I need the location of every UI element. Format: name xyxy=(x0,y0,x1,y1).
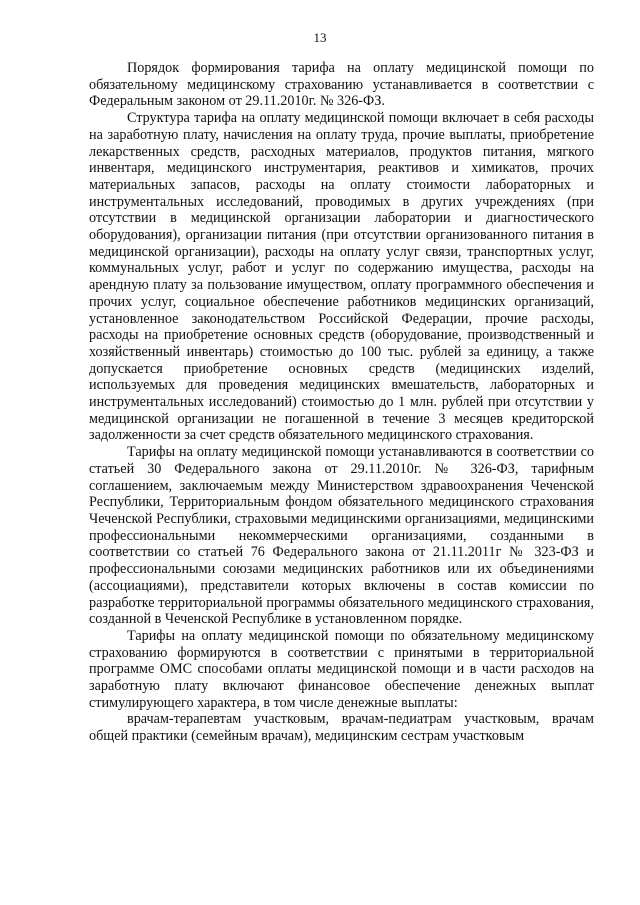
paragraph-tariff-structure: Структура тарифа на оплату медицинской помощи включает в себя расходы на заработную плату, начисления на оплату труда, прочие выплаты, приобретение лекарственных средств, расходных материалов, продуктов питания, мягкого инвентаря, медицинского инструментария, реактивов и химикатов, прочих материальных запасов, расходы на оплату стоимости лабораторных и инструментальных исследований, проводимых в других учреждениях (при отсутствии в медицинской организации лаборатории и диагностического оборудования), организации питания (при отсутствии организованного питания в медицинской организации), расходы на оплату услуг связи, транспортных услуг, коммунальных услуг, работ и услуг по содержанию имущества, расходы на арендную плату за пользование имуществом, оплату программного обеспечения и прочих услуг, социальное обеспечение работников медицинских организаций, установленное законодательством Российской Федерации, прочие расходы, расходы на приобретение основных средств (оборудование, производственный и хозяйственный инвентарь) стоимостью до 100 тыс. рублей за единицу, а также допускается приобретение основных средств (медицинских изделий, используемых для проведения медицинских вмешательств, лабораторных и инструментальных исследований) стоимостью до 1 млн. рублей при отсутствии у медицинской организации не погашенной в течение 3 месяцев кредиторской задолженности за счет средств обязательного медицинского страхования. xyxy=(89,110,594,444)
document-body xyxy=(89,60,594,745)
paragraph-tariff-establishment: Тарифы на оплату медицинской помощи устанавливаются в соответствии со статьей 30 Федерального закона от 29.11.2010г. № 326-ФЗ, тарифным соглашением, заключаемым между Министерством здравоохранения Чеченской Республики, Территориальным фондом обязательного медицинского страхования Чеченской Республики, страховыми медицинскими организациями, медицинскими профессиональными некоммерческими организациями, созданными в соответствии со статьей 76 Федерального закона от 21.11.2011г № 323-ФЗ и профессиональными союзами медицинских работников или их объединениями (ассоциациями), представители которых включены в состав комиссии по разработке территориальной программы обязательного медицинского страхования, созданной в Чеченской Республике в установленном порядке. xyxy=(89,444,594,628)
paragraph-payment-recipients: врачам-терапевтам участковым, врачам-педиатрам участковым, врачам общей практики (семейным врачам), медицинским сестрам участковым xyxy=(89,711,594,745)
page-number: 13 xyxy=(313,30,327,45)
paragraph-tariff-procedure: Порядок формирования тарифа на оплату медицинской помощи по обязательному медицинскому страхованию устанавливается в соответствии с Федеральным законом от 29.11.2010г. № 326-ФЗ. xyxy=(89,60,594,110)
paragraph-tariff-formation: Тарифы на оплату медицинской помощи по обязательному медицинскому страхованию формируются в соответствии с принятыми в территориальной программе ОМС способами оплаты медицинской помощи и в части расходов на заработную плату включают финансовое обеспечение денежных выплат стимулирующего характера, в том числе денежные выплаты: xyxy=(89,627,594,711)
